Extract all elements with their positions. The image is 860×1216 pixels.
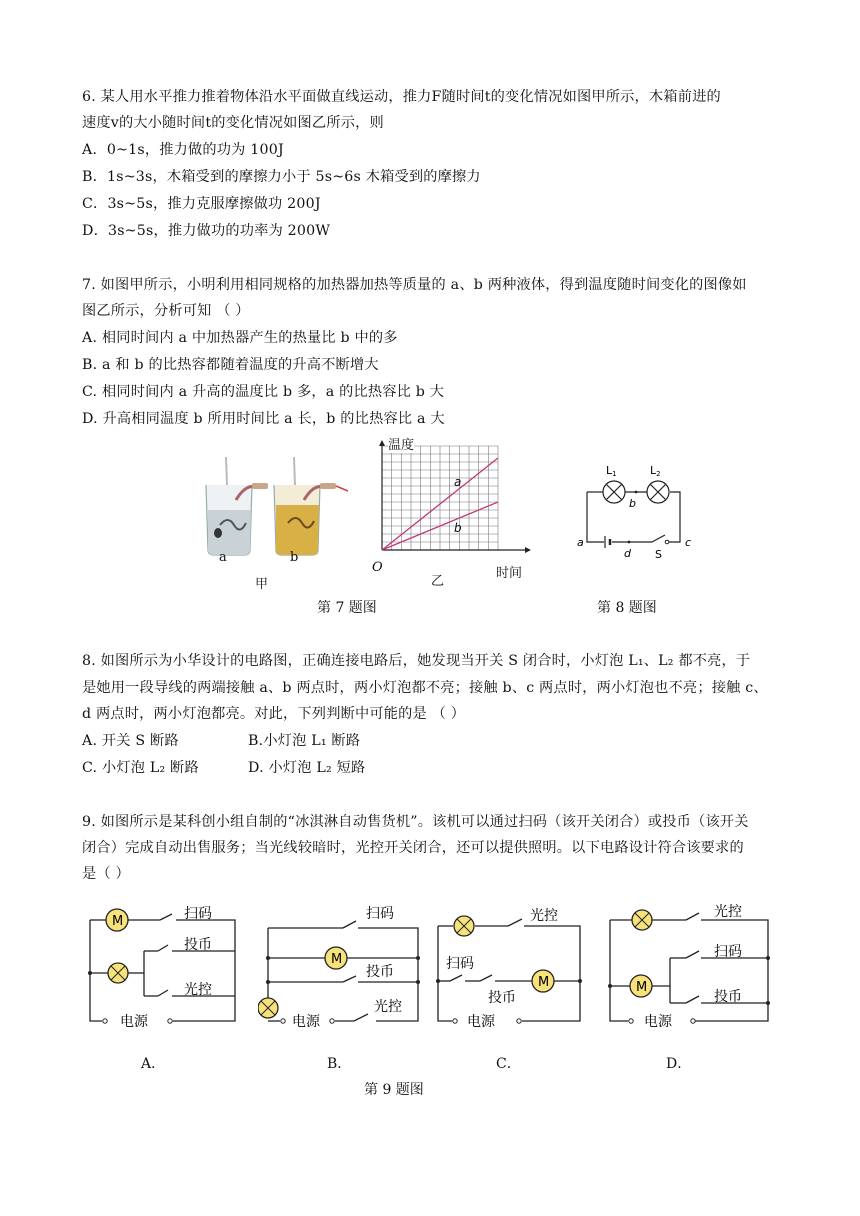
q8-stem-2: 是她用一段导线的两端接触 a、b 两点时，两小灯泡都不亮；接触 b、c 两点时，两小灯泡也不亮；接触 c、 bbox=[82, 680, 768, 696]
circuit-b bbox=[258, 898, 428, 1033]
switch-coin-b: 投币 bbox=[366, 964, 394, 980]
switch-light-d: 光控 bbox=[714, 904, 742, 920]
q8-option-c: C. 小灯泡 L₂ 断路 bbox=[82, 760, 199, 776]
switch-light-a: 光控 bbox=[184, 982, 212, 998]
power-a: 电源 bbox=[120, 1014, 148, 1030]
point-d-label: d bbox=[624, 547, 631, 560]
circuit-a-label: A． bbox=[141, 1056, 166, 1072]
switch-label: S bbox=[655, 548, 662, 561]
q7-option-c: C. 相同时间内 a 升高的温度比 b 多，a 的比热容比 b 大 bbox=[82, 384, 445, 400]
circuit-d-label: D． bbox=[666, 1056, 692, 1072]
line-a-label: a bbox=[454, 475, 462, 489]
point-a-label: a bbox=[577, 536, 584, 549]
y-axis-label: 温度 bbox=[388, 434, 414, 453]
node-b bbox=[635, 491, 638, 494]
q7-stem-1: 7. 如图甲所示，小明利用相同规格的加热器加热等质量的 a、b 两种液体，得到温度随时间变化的图像如 bbox=[82, 277, 747, 293]
q6-stem-2: 速度v的大小随时间t的变化情况如图乙所示，则 bbox=[82, 115, 384, 131]
beaker-a-label: a bbox=[219, 550, 227, 565]
node-d bbox=[628, 541, 631, 544]
q7-option-b: B. a 和 b 的比热容都随着温度的升高不断增大 bbox=[82, 357, 379, 373]
switch-scan-c: 扫码 bbox=[446, 956, 474, 972]
motor-c-label: M bbox=[538, 975, 550, 990]
fig9-caption: 第 9 题图 bbox=[364, 1082, 424, 1098]
switch-coin-a: 投币 bbox=[184, 937, 212, 953]
lamp-l1 bbox=[603, 481, 625, 503]
circuit-c bbox=[430, 898, 590, 1033]
beaker-b bbox=[274, 457, 348, 555]
q8-option-a: A. 开关 S 断路 bbox=[82, 733, 179, 749]
switch-scan-d: 扫码 bbox=[714, 944, 742, 960]
fig7-axes bbox=[379, 440, 531, 553]
beaker-a bbox=[206, 457, 268, 555]
fig8-circuit bbox=[572, 462, 702, 567]
switch-coin-c: 投币 bbox=[488, 990, 516, 1006]
lamp-d bbox=[632, 910, 652, 930]
q6-option-a: A．0~1s，推力做的功为 100J bbox=[82, 142, 284, 158]
circuit-a bbox=[80, 898, 245, 1033]
beaker-b-label: b bbox=[290, 550, 299, 565]
q7-stem-2: 图乙所示，分析可知 （ ） bbox=[82, 303, 250, 319]
l2-label: L2 bbox=[650, 464, 661, 478]
lamp-c bbox=[454, 916, 474, 936]
lamp-b bbox=[258, 998, 278, 1018]
q7-option-a: A. 相同时间内 a 中加热器产生的热量比 b 中的多 bbox=[82, 330, 398, 346]
q8-option-d: D. 小灯泡 L₂ 短路 bbox=[248, 760, 366, 776]
circuit-c-label: C． bbox=[496, 1056, 521, 1072]
switch-light-b: 光控 bbox=[374, 999, 402, 1015]
fig7-jia-label: 甲 bbox=[255, 577, 269, 592]
q9-stem-3: 是（ ） bbox=[82, 866, 130, 882]
q8-stem-3: d 两点时，两小灯泡都亮。对此，下列判断中可能的是 （ ） bbox=[82, 706, 466, 722]
q8-option-b: B.小灯泡 L₁ 断路 bbox=[248, 733, 361, 749]
q9-stem-2: 闭合）完成自动出售服务；当光线较暗时，光控开关闭合，还可以提供照明。以下电路设计符合该要求的 bbox=[82, 840, 744, 856]
l1-label: L1 bbox=[606, 464, 617, 478]
motor-a-label: M bbox=[112, 914, 124, 929]
lamp-l2 bbox=[647, 481, 669, 503]
lamp-a bbox=[108, 963, 128, 983]
point-c-label: c bbox=[685, 536, 692, 549]
motor-b-label: M bbox=[331, 952, 343, 967]
switch-coin-d: 投币 bbox=[714, 989, 742, 1005]
q6-option-b: B．1s~3s，木箱受到的摩擦力小于 5s~6s 木箱受到的摩擦力 bbox=[82, 169, 481, 185]
fig7-beakers bbox=[196, 455, 356, 590]
point-b-label: b bbox=[629, 497, 636, 510]
battery-symbol bbox=[605, 536, 610, 548]
q6-option-d: D．3s~5s，推力做功的功率为 200W bbox=[82, 223, 331, 239]
switch-scan-a: 扫码 bbox=[184, 906, 212, 922]
circuit-b-label: B． bbox=[327, 1056, 352, 1072]
power-d: 电源 bbox=[644, 1014, 672, 1030]
power-c: 电源 bbox=[467, 1014, 495, 1030]
power-b: 电源 bbox=[292, 1014, 320, 1030]
q8-stem-1: 8. 如图所示为小华设计的电路图，正确连接电路后，她发现当开关 S 闭合时，小灯泡 L₁、L₂ 都不亮，于 bbox=[82, 653, 751, 669]
q9-stem-1: 9. 如图所示是某科创小组自制的“冰淇淋自动售货机”。该机可以通过扫码（该开关闭合）或投币（该开关 bbox=[82, 814, 749, 830]
circuit-d bbox=[600, 898, 780, 1033]
line-b-label: b bbox=[454, 521, 462, 535]
switch-light-c: 光控 bbox=[530, 908, 558, 924]
motor-d-label: M bbox=[636, 980, 648, 995]
x-axis-label: 时间 bbox=[496, 566, 523, 581]
fig7-yi-label: 乙 bbox=[431, 574, 445, 589]
switch-contact bbox=[665, 540, 669, 544]
q6-stem-1: 6. 某人用水平推力推着物体沿水平面做直线运动，推力F随时间t的变化情况如图甲所示，木箱前进的 bbox=[82, 89, 721, 105]
fig7-caption: 第 7 题图 bbox=[317, 600, 377, 616]
q6-option-c: C．3s~5s，推力克服摩擦做功 200J bbox=[82, 196, 321, 212]
fig8-caption: 第 8 题图 bbox=[597, 600, 657, 616]
switch-scan-b: 扫码 bbox=[366, 906, 394, 922]
q7-option-d: D. 升高相同温度 b 所用时间比 a 长，b 的比热容比 a 大 bbox=[82, 411, 445, 427]
origin-label: O bbox=[372, 560, 383, 575]
